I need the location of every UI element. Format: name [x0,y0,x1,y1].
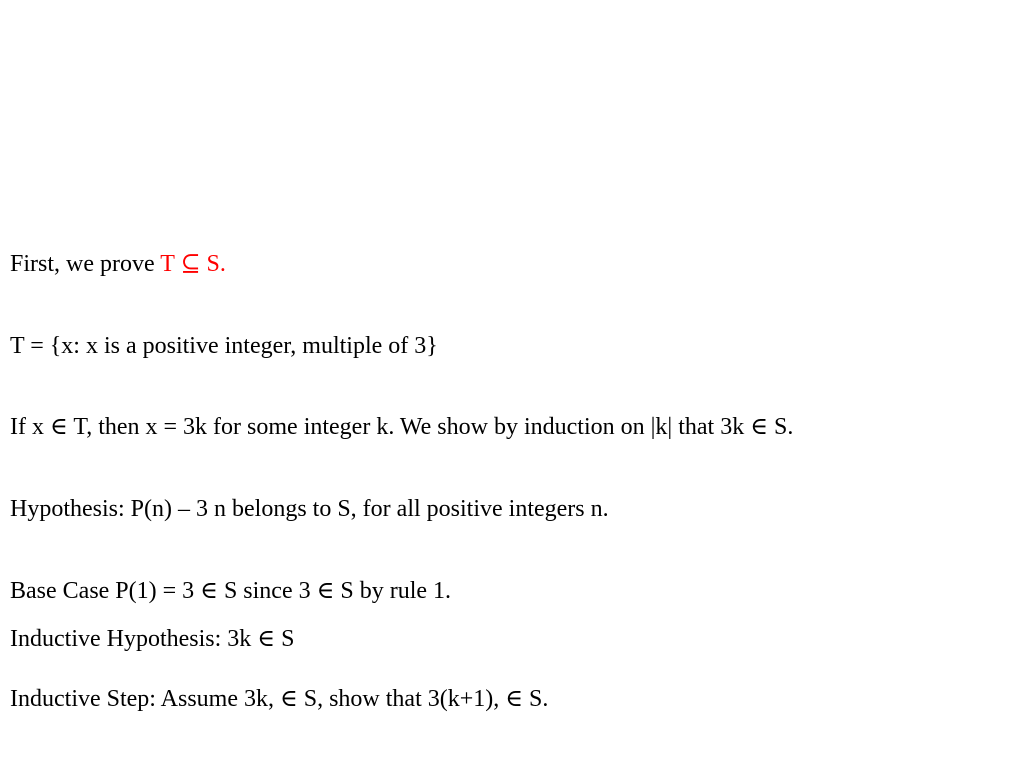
base-case: Base Case P(1) = 3 ∈ S since 3 ∈ S by rule 1. [10,578,452,604]
hypothesis-statement: Hypothesis: P(n) – 3 n belongs to S, for all positive integers n. [10,496,609,522]
inductive-hypothesis: Inductive Hypothesis: 3k ∈ S [10,626,295,652]
set-t-definition: T = {x: x is a positive integer, multiple of 3} [10,333,438,359]
inductive-step: Inductive Step: Assume 3k, ∈ S, show that 3(k+1), ∈ S. [10,686,549,712]
induction-setup: If x ∈ T, then x = 3k for some integer k. We show by induction on |k| that 3k ∈ S. [10,414,794,440]
proof-goal-prefix: First, we prove [10,251,161,277]
proof-goal-line [10,250,226,278]
subset-claim: T ⊆ S. [160,251,226,277]
